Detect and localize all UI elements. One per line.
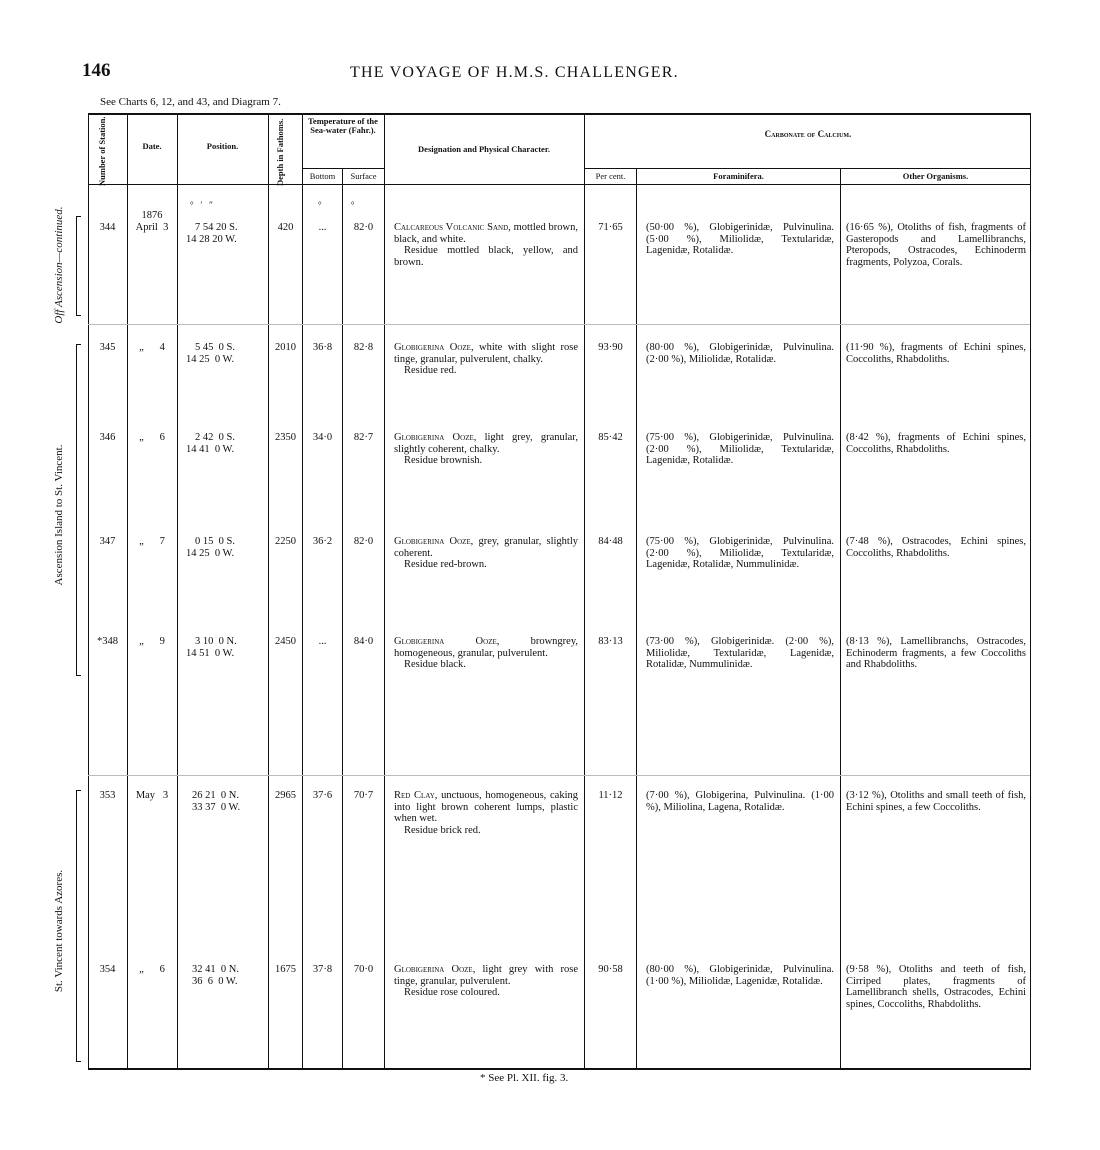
temp-bottom: ... (318, 222, 327, 233)
station-number: 345 (99, 342, 116, 353)
percent: 85·42 (598, 432, 623, 443)
foraminifera: (73·00 %), Globigerinidæ. (2·00 %), Miliolidæ, Textularidæ, Lagenidæ, Rotalidæ, Nummulinidæ. (646, 636, 834, 670)
foraminifera: (80·00 %), Globigerinidæ, Pulvinulina. (2·00 %), Miliolidæ, Rotalidæ. (646, 342, 834, 365)
latitude: 32 41 0 N. (192, 964, 239, 975)
designation-text: mottled brown, black, and white. (394, 222, 578, 245)
temp-surface: 82·0 (353, 222, 374, 233)
longitude: 14 25 0 W. (186, 548, 235, 559)
temp-bottom: 37·8 (312, 964, 333, 975)
designation-name: Calcareous Volcanic Sand, (394, 222, 511, 233)
longitude: 14 28 20 W. (186, 234, 237, 245)
residue: Residue brick red. (404, 824, 481, 836)
region-brace-st-vincent-azores (76, 790, 81, 1062)
percent: 83·13 (598, 636, 623, 647)
temp-bottom: 37·6 (312, 790, 333, 801)
station-number: *348 (97, 636, 118, 647)
date: „ 9 (139, 636, 165, 647)
temp-surface: 84·0 (353, 636, 374, 647)
other-organisms: (8·42 %), fragments of Echini spines, Coccoliths, Rhabdoliths. (846, 432, 1026, 455)
designation-name: Globigerina Ooze, (394, 536, 474, 547)
residue: Residue brownish. (404, 455, 483, 466)
temp-surface: 70·7 (353, 790, 374, 801)
longitude: 33 37 0 W. (192, 802, 241, 813)
position-units: ° ′ ″ (190, 200, 213, 210)
designation-name: Globigerina Ooze, (394, 342, 474, 353)
station-number: 346 (99, 432, 116, 443)
latitude: 2 42 0 S. (195, 432, 235, 443)
other-organisms: (7·48 %), Ostracodes, Echini spines, Coccoliths, Rhabdoliths. (846, 536, 1026, 559)
longitude: 36 6 0 W. (192, 976, 238, 987)
other-organisms: (3·12 %), Otoliths and small teeth of fish, Echini spines, a few Coccoliths. (846, 790, 1026, 813)
designation (394, 790, 578, 836)
date: „ 6 (139, 432, 165, 443)
designation (394, 636, 578, 671)
region-brace-ascension-st-vincent (76, 344, 81, 676)
percent: 93·90 (598, 342, 623, 353)
temp-surface: 82·0 (353, 536, 374, 547)
date: April 3 (135, 222, 169, 233)
foraminifera: (75·00 %), Globigerinidæ, Pulvinulina. (2·00 %), Miliolidæ, Textularidæ, Lagenidæ, Rotalidæ, Nummulinidæ. (646, 536, 834, 570)
latitude: 26 21 0 N. (192, 790, 239, 801)
header-depth: Depth in Fathoms. (275, 118, 285, 186)
header-other: Other Organisms. (902, 171, 969, 181)
page-number: 146 (82, 60, 111, 81)
header-position: Position. (206, 141, 239, 151)
station-number: 353 (99, 790, 116, 801)
temp-surface: 82·7 (353, 432, 374, 443)
station-number: 347 (99, 536, 116, 547)
station-number: 354 (99, 964, 116, 975)
residue: Residue red. (404, 365, 457, 376)
header-designation: Designation and Physical Character. (418, 144, 550, 154)
percent: 84·48 (598, 536, 623, 547)
temp-units: ° ° (318, 200, 355, 210)
percent: 71·65 (598, 222, 623, 233)
foraminifera: (50·00 %), Globigerinidæ, Pulvinulina. (5·00 %), Miliolidæ, Textularidæ, Lagenidæ, Rotalidæ. (646, 222, 834, 256)
header-temp-bottom: Bottom (309, 171, 336, 181)
designation-text: light grey, granular, slightly coherent, chalky. (394, 432, 579, 455)
region-brace-off-ascension (76, 216, 81, 316)
foraminifera: (75·00 %), Globigerinidæ, Pulvinulina. (2·00 %), Miliolidæ, Textularidæ, Lagenidæ, Rotalidæ. (646, 432, 834, 466)
foraminifera: (80·00 %), Globigerinidæ, Pulvinulina. (1·00 %), Miliolidæ, Lagenidæ, Rotalidæ. (646, 964, 834, 987)
designation-text: grey, granular, slightly coherent. (394, 536, 579, 559)
date: May 3 (135, 790, 169, 801)
other-organisms: (9·58 %), Otoliths and teeth of fish, Cirriped plates, fragments of Lamellibranch shells, Ostracodes, Echini spines, Coccoliths, Rhabdoliths. (846, 964, 1026, 1010)
designation-text: white with slight rose tinge, granular, pulverulent, chalky. (394, 342, 579, 365)
longitude: 14 51 0 W. (186, 648, 235, 659)
year: 1876 (141, 210, 163, 221)
depth: 2250 (275, 536, 296, 547)
region-label-st-vincent-azores: St. Vincent towards Azores. (53, 869, 65, 993)
depth: 2350 (275, 432, 296, 443)
designation-name: Globigerina Ooze, (394, 432, 477, 443)
designation-text: unctuous, homogeneous, caking into light brown coherent lumps, plastic when wet. (394, 790, 578, 824)
temp-bottom: ... (318, 636, 327, 647)
date: „ 6 (139, 964, 165, 975)
temp-surface: 82·8 (353, 342, 374, 353)
latitude: 7 54 20 S. (195, 222, 238, 233)
header-date: Date. (142, 141, 162, 151)
date: „ 4 (139, 342, 165, 353)
region-label-off-ascension: Off Ascension—continued. (53, 206, 65, 324)
depth: 1675 (275, 964, 296, 975)
header-foraminifera: Foraminifera. (713, 171, 764, 181)
header-temp-surface: Surface (350, 171, 377, 181)
designation (394, 222, 578, 268)
residue: Residue red-brown. (404, 559, 487, 570)
station-number: 344 (99, 222, 116, 233)
latitude: 5 45 0 S. (195, 342, 235, 353)
residue: Residue rose coloured. (404, 987, 500, 998)
latitude: 0 15 0 S. (195, 536, 235, 547)
other-organisms: (11·90 %), fragments of Echini spines, Coccoliths, Rhabdoliths. (846, 342, 1026, 365)
designation-text: light grey with rose tinge, granular, pulverulent. (394, 964, 579, 987)
header-carbonate: Carbonate of Calcium. (764, 129, 852, 139)
designation-text: browngrey, homogeneous, granular, pulverulent. (394, 636, 579, 659)
header-percent: Per cent. (595, 171, 626, 181)
temp-bottom: 36·2 (312, 536, 333, 547)
designation (394, 432, 578, 467)
header-station: Number of Station. (97, 116, 107, 186)
foraminifera: (7·00 %), Globigerina, Pulvinulina. (1·00 %), Miliolina, Lagena, Rotalidæ. (646, 790, 834, 813)
other-organisms: (16·65 %), Otoliths of fish, fragments of Gasteropods and Lamellibranchs, Pteropods, Ostracodes, Echinoderm fragments, Polyzoa, Corals. (846, 222, 1026, 268)
designation-name: Red Clay, (394, 790, 438, 801)
longitude: 14 41 0 W. (186, 444, 235, 455)
footnote: * See Pl. XII. fig. 3. (480, 1072, 569, 1084)
date: „ 7 (139, 536, 165, 547)
designation-name: Globigerina Ooze, (394, 964, 476, 975)
percent: 11·12 (598, 790, 623, 801)
designation-name: Globigerina Ooze, (394, 636, 500, 647)
header-temperature: Temperature of the Sea-water (Fahr.). (308, 116, 378, 135)
designation (394, 964, 578, 999)
longitude: 14 25 0 W. (186, 354, 235, 365)
designation (394, 536, 578, 571)
designation (394, 342, 578, 377)
temp-bottom: 36·8 (312, 342, 333, 353)
depth: 2965 (275, 790, 296, 801)
depth: 2450 (275, 636, 296, 647)
temp-bottom: 34·0 (312, 432, 333, 443)
depth: 2010 (275, 342, 296, 353)
latitude: 3 10 0 N. (195, 636, 237, 647)
percent: 90·58 (598, 964, 623, 975)
depth: 420 (277, 222, 294, 233)
running-title: THE VOYAGE OF H.M.S. CHALLENGER. (350, 64, 679, 81)
residue: Residue black. (404, 659, 466, 670)
region-label-ascension-st-vincent: Ascension Island to St. Vincent. (53, 444, 65, 586)
residue: Residue mottled black, yellow, and brown. (394, 245, 578, 268)
chart-reference: See Charts 6, 12, and 43, and Diagram 7. (100, 96, 281, 108)
temp-surface: 70·0 (353, 964, 374, 975)
other-organisms: (8·13 %), Lamellibranchs, Ostracodes, Echinoderm fragments, a few Coccoliths and Rhabdoliths. (846, 636, 1026, 670)
